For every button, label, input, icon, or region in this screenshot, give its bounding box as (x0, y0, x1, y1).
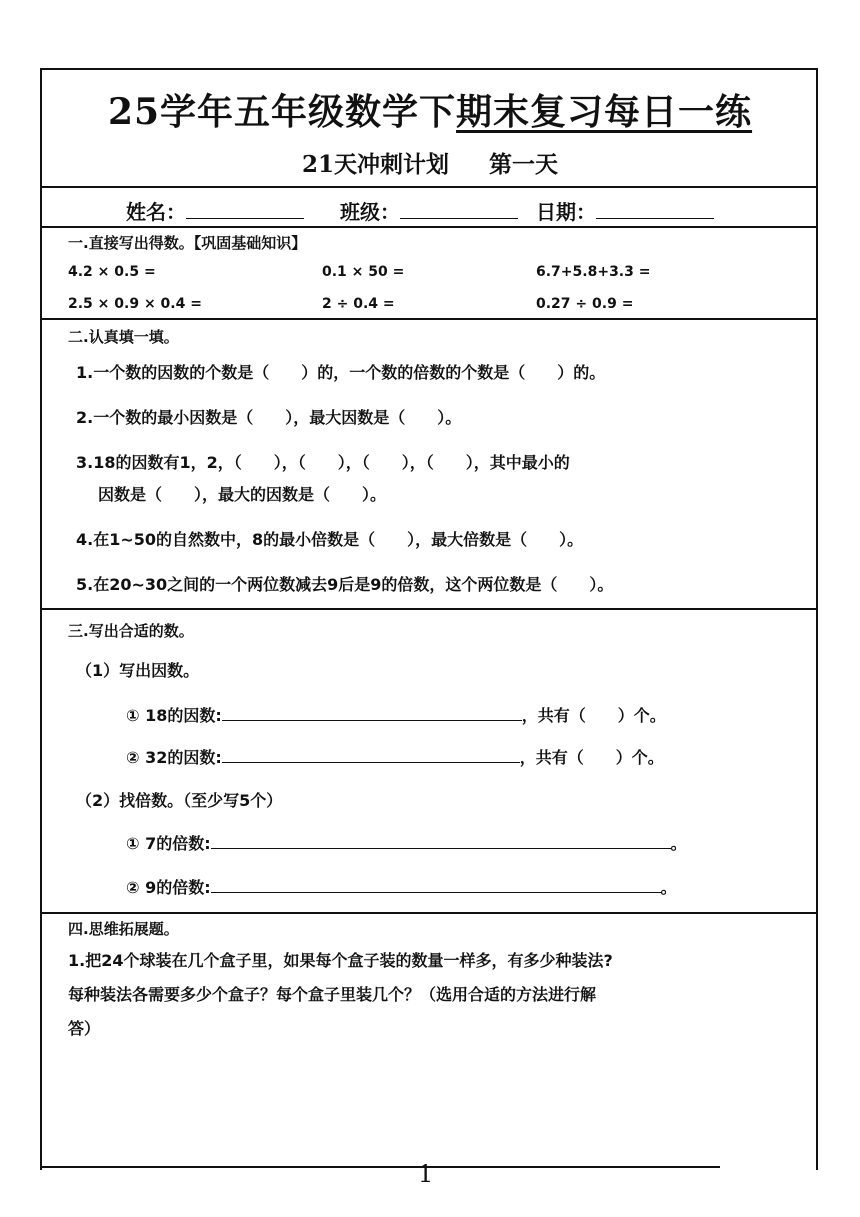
question-2-3-line1: 3.18的因数有1，2，（ ），（ ），（ ），（ ），其中最小的 (76, 453, 570, 472)
factors-18-row (126, 702, 666, 726)
section4-title: 四.思维拓展题。 (68, 920, 179, 938)
class-field[interactable] (340, 196, 518, 225)
multiples-7-blank[interactable] (211, 830, 671, 849)
calc-item-3: 6.7+5.8+3.3 = (536, 264, 651, 280)
question-2-3-line2: 因数是（ ），最大的因数是（ ）。 (98, 485, 387, 504)
section3-part2-title: （2）找倍数。（至少写5个） (76, 791, 283, 810)
subtitle-plan: 21天冲刺计划 (301, 151, 449, 178)
section1-title: 一.直接写出得数。【巩固基础知识】 (68, 234, 307, 252)
section3-part1-title: （1）写出因数。 (76, 661, 200, 680)
multiples-9-blank[interactable] (211, 874, 661, 893)
factors-18-blank[interactable] (222, 702, 522, 721)
calc-item-1: 4.2 × 0.5 = (68, 264, 156, 280)
divider-section1 (40, 318, 816, 320)
class-label: 班级： (340, 200, 400, 224)
multiples-9-row (126, 874, 677, 898)
divider-section3 (40, 912, 816, 914)
calc-item-2: 0.1 × 50 = (322, 264, 405, 280)
page-subtitle (200, 146, 660, 179)
factors-32-blank[interactable] (222, 744, 520, 763)
question-2-4: 4.在1~50的自然数中，8的最小倍数是（ ），最大倍数是（ ）。 (76, 530, 584, 549)
question-4-1-line3: 答） (68, 1019, 101, 1038)
factors-18-tail: ，共有（ ）个。 (521, 706, 666, 725)
title-part2: 期末复习每日一练 (456, 91, 753, 133)
divider-header (40, 186, 816, 188)
multiples-7-label: ① 7的倍数: (126, 834, 211, 853)
name-label: 姓名： (126, 200, 186, 224)
factors-18-label: ① 18的因数: (126, 706, 222, 725)
factors-32-label: ② 32的因数: (126, 748, 222, 767)
calc-item-4: 2.5 × 0.9 × 0.4 = (68, 296, 202, 312)
multiples-7-period: 。 (670, 834, 687, 853)
multiples-7-row (126, 830, 687, 854)
question-4-1-line2: 每种装法各需要多少个盒子？每个盒子里装几个？（选用合适的方法进行解 (68, 985, 597, 1004)
multiples-9-period: 。 (660, 878, 677, 897)
title-part1: 25学年五年级数学下 (107, 91, 457, 133)
multiples-9-label: ② 9的倍数: (126, 878, 211, 897)
page-title (60, 84, 800, 135)
question-2-5: 5.在20~30之间的一个两位数减去9后是9的倍数，这个两位数是（ ）。 (76, 575, 614, 594)
date-label: 日期： (536, 200, 596, 224)
class-blank[interactable] (400, 198, 518, 219)
divider-section2 (40, 608, 816, 610)
divider-info (40, 226, 816, 228)
section2-title: 二.认真填一填。 (68, 328, 179, 346)
question-2-2: 2.一个数的最小因数是（ ），最大因数是（ ）。 (76, 408, 462, 427)
date-field[interactable] (536, 196, 714, 225)
question-2-1: 1.一个数的因数的个数是（ ）的，一个数的倍数的个数是（ ）的。 (76, 363, 606, 382)
name-blank[interactable] (186, 198, 304, 219)
factors-32-row (126, 744, 664, 768)
subtitle-day: 第一天 (489, 151, 558, 178)
calc-item-5: 2 ÷ 0.4 = (322, 296, 395, 312)
factors-32-tail: ，共有（ ）个。 (519, 748, 664, 767)
page-number: 1 (418, 1160, 434, 1188)
section3-title: 三.写出合适的数。 (68, 622, 194, 640)
date-blank[interactable] (596, 198, 714, 219)
name-field[interactable] (126, 196, 304, 225)
divider-bottom (40, 1166, 720, 1168)
question-4-1-line1: 1.把24个球装在几个盒子里，如果每个盒子装的数量一样多，有多少种装法? (68, 951, 613, 970)
calc-item-6: 0.27 ÷ 0.9 = (536, 296, 634, 312)
